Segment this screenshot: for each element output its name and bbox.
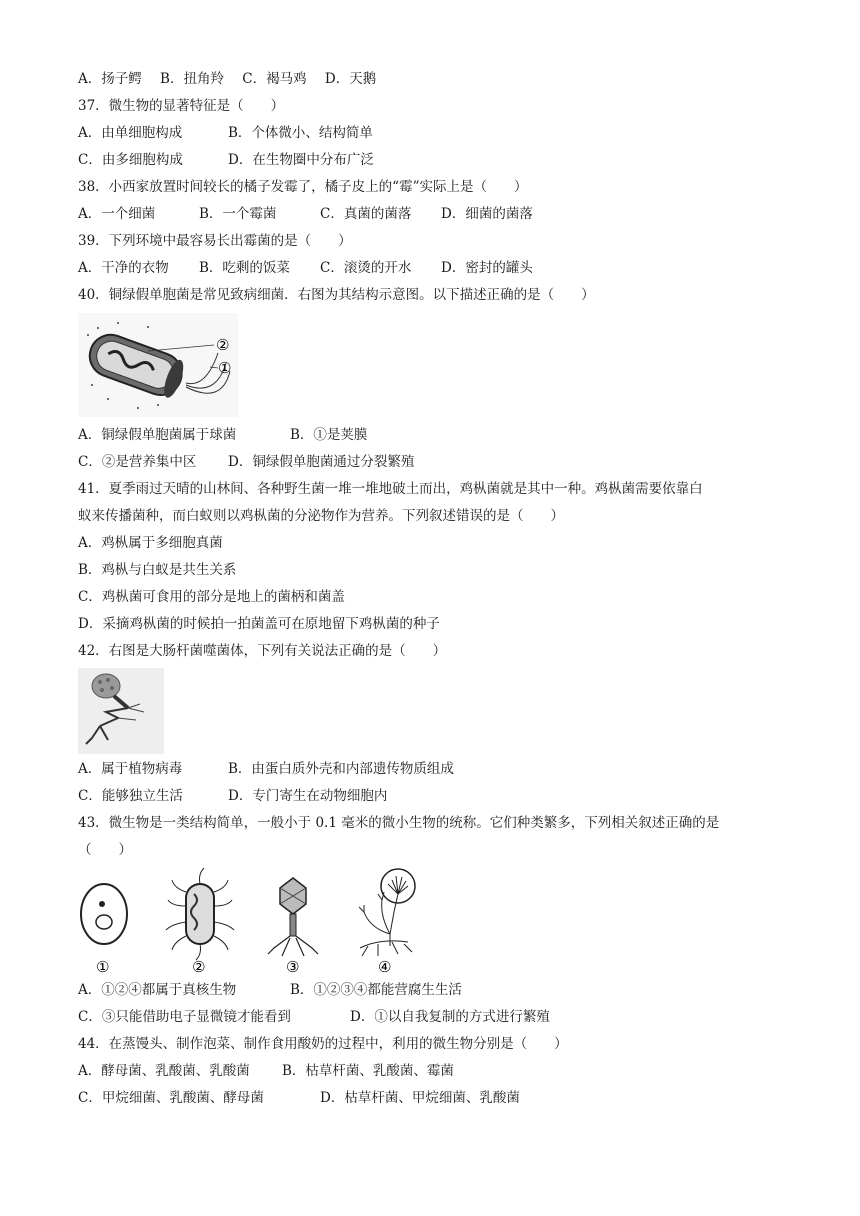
bacteriophage-photo (78, 668, 164, 754)
q40-options-ab (78, 425, 367, 445)
option-d: D．铜绿假单胞菌通过分裂繁殖 (228, 454, 415, 470)
q42-options-cd (78, 786, 387, 806)
q37-options-cd (78, 150, 374, 170)
q39-stem: 39．下列环境中最容易长出霉菌的是（ ） (78, 233, 352, 249)
q42-stem: 42．右图是大肠杆菌噬菌体，下列有关说法正确的是（ ） (78, 643, 447, 659)
q44-stem: 44．在蒸馒头、制作泡菜、制作食用酸奶的过程中，利用的微生物分别是（ ） (78, 1036, 568, 1052)
q41-stem-line2: 蚁来传播菌种，而白蚁则以鸡枞菌的分泌物作为营养。下列叙述错误的是（ ） (78, 508, 564, 524)
option-a: A．干净的衣物 (78, 260, 169, 276)
microbes-figure (78, 864, 428, 976)
label-3: ③ (286, 958, 300, 976)
q44-options-cd (78, 1088, 520, 1108)
option-a: A．属于植物病毒 (78, 761, 183, 777)
option-b: B．个体微小、结构简单 (228, 125, 373, 141)
option-c: C．③只能借助电子显微镜才能看到 (78, 1009, 291, 1025)
q43-options-cd (78, 1007, 550, 1027)
option-c: C．由多细胞构成 (78, 152, 183, 168)
label-2: ② (192, 958, 206, 976)
q41-option-b: B．鸡枞与白蚁是共生关系 (78, 562, 237, 578)
q38-stem: 38．小西家放置时间较长的橘子发霉了，橘子皮上的“霉”实际上是（ ） (78, 179, 528, 195)
option-d: D．专门寄生在动物细胞内 (228, 788, 388, 804)
q37-options-ab (78, 123, 373, 143)
label-1: ① (96, 958, 110, 976)
option-c: C．能够独立生活 (78, 788, 183, 804)
option-d: D．①以自我复制的方式进行繁殖 (350, 1009, 550, 1025)
label-4: ④ (378, 958, 392, 976)
option-b: B．枯草杆菌、乳酸菌、霉菌 (282, 1063, 454, 1079)
option-c: C．甲烷细菌、乳酸菌、酵母菌 (78, 1090, 264, 1106)
option-a: A．扬子鳄 (78, 71, 142, 87)
option-b: B．由蛋白质外壳和内部遗传物质组成 (228, 761, 454, 777)
q41-option-c: C．鸡枞菌可食用的部分是地上的菌柄和菌盖 (78, 589, 345, 605)
option-d: D．细菌的菌落 (441, 206, 533, 222)
option-d: D．天鹅 (324, 71, 377, 87)
q41-option-a: A．鸡枞属于多细胞真菌 (78, 535, 223, 551)
bacterium-diagram (78, 313, 238, 417)
option-d: D．枯草杆菌、甲烷细菌、乳酸菌 (320, 1090, 520, 1106)
option-a: A．①②④都属于真核生物 (78, 982, 237, 998)
option-a: A．酵母菌、乳酸菌、乳酸菌 (78, 1063, 250, 1079)
option-d: D．在生物圈中分布广泛 (228, 152, 374, 168)
q40-stem: 40．铜绿假单胞菌是常见致病细菌．右图为其结构示意图。以下描述正确的是（ ） (78, 287, 595, 303)
option-d: D．密封的罐头 (441, 260, 533, 276)
label-1: ① (218, 359, 232, 377)
q41-stem-line1: 41．夏季雨过天晴的山林间、各种野生菌一堆一堆地破土而出，鸡枞菌就是其中一种。鸡枞菌需要依靠白 (78, 481, 703, 497)
q43-stem-line2: （ ） (78, 842, 132, 858)
q42-options-ab (78, 759, 454, 779)
option-c: C．真菌的菌落 (320, 206, 412, 222)
q41-option-d: D．采摘鸡枞菌的时候拍一拍菌盖可在原地留下鸡枞菌的种子 (78, 616, 440, 632)
option-b: B．一个霉菌 (199, 206, 277, 222)
q39-options (78, 258, 533, 278)
option-b: B．扭角羚 (160, 71, 224, 87)
option-b: B．吃剩的饭菜 (199, 260, 290, 276)
option-a: A．一个细菌 (78, 206, 156, 222)
q38-options (78, 204, 533, 224)
label-2: ② (216, 336, 230, 354)
q43-stem-line1: 43．微生物是一类结构简单，一般小于 0.1 毫米的微小生物的统称。它们种类繁多，下列相关叙述正确的是 (78, 815, 720, 831)
option-b: B．①②③④都能营腐生生活 (290, 982, 462, 998)
q36-options (78, 69, 376, 89)
q43-options-ab (78, 980, 462, 1000)
option-a: A．铜绿假单胞菌属于球菌 (78, 427, 237, 443)
option-c: C．滚烫的开水 (320, 260, 412, 276)
q37-stem: 37．微生物的显著特征是（ ） (78, 98, 285, 114)
q40-options-cd (78, 452, 414, 472)
q44-options-ab (78, 1061, 454, 1081)
option-b: B．①是荚膜 (290, 427, 368, 443)
option-c: C．②是营养集中区 (78, 454, 197, 470)
option-c: C．褐马鸡 (242, 71, 307, 87)
option-a: A．由单细胞构成 (78, 125, 183, 141)
